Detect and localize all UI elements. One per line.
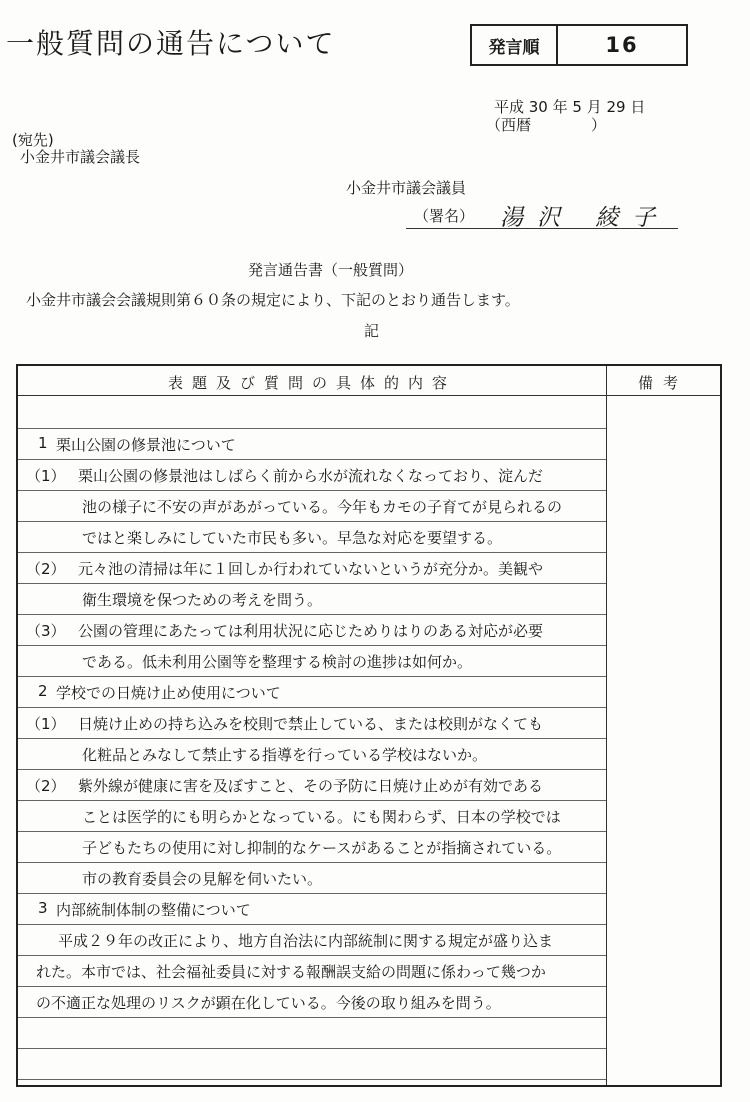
table-row [18,956,606,987]
table-row [18,677,606,708]
address-label: (宛先) [12,131,54,149]
table-row [18,770,606,801]
question-text: の不適正な処理のリスクが顕在化している。今後の取り組みを問う。 [36,994,501,1012]
header-divider [18,395,606,396]
table-row [18,832,606,863]
table-row [18,646,606,677]
item-number: （2） [26,777,66,795]
question-text: 市の教育委員会の見解を伺いたい。 [82,870,323,888]
table-row [18,522,606,553]
speaking-order-box [470,24,688,66]
notice-intro: 小金井市議会会議規則第６０条の規定により、下記のとおり通告します。 [26,291,520,309]
question-text: 元々池の清掃は年に１回しか行われていないというが充分か。美観や [78,560,544,578]
notice-title: 発言通告書（一般質問） [248,261,414,279]
signature-underline [406,228,678,229]
question-text: である。低未利用公園等を整理する検討の進捗は如何か。 [82,653,473,671]
sender-title: 小金井市議会議員 [346,179,467,197]
table-row [18,460,606,491]
column-header-content: 表題及び質問の具体的内容 [167,374,456,392]
question-text: 日焼け止めの持ち込みを校則で禁止している、または校則がなくても [78,715,544,733]
handwritten-signature: 湯沢 綾子 [500,205,670,231]
question-text: ことは医学的にも明らかとなっている。にも関わらず、日本の学校では [82,808,561,826]
item-number: （3） [26,622,66,640]
question-table [16,364,722,1087]
question-text: れた。本市では、社会福祉委員に対する報酬誤支給の問題に係わって幾つか [36,963,546,981]
table-row [18,894,606,925]
table-row [18,708,606,739]
section-title: 学校での日焼け止め使用について [56,684,281,702]
header-divider-remarks [606,395,720,396]
question-text: 栗山公園の修景池はしばらく前から水が流れなくなっており、淀んだ [78,467,544,485]
speaking-order-number: 16 [605,33,639,57]
question-text: 衛生環境を保つための考えを問う。 [82,591,323,609]
table-row [18,987,606,1018]
section-title: 栗山公園の修景池について [56,436,236,454]
question-text: 化粧品とみなして禁止する指導を行っている学校はないか。 [82,746,488,764]
section-number: 3 [38,899,48,917]
table-row [18,1018,606,1049]
section-number: 1 [38,434,48,452]
document-title: 一般質問の通告について [6,27,336,60]
question-text: 公園の管理にあたっては利用状況に応じためりはりのある対応が必要 [78,622,544,640]
table-row [18,615,606,646]
question-text: 子どもたちの使用に対し抑制的なケースがあることが指摘されている。 [82,839,562,857]
item-number: （1） [26,715,66,733]
table-row [18,863,606,894]
item-number: （2） [26,560,66,578]
table-row [18,925,606,956]
column-divider [606,366,607,1085]
item-number: （1） [26,467,66,485]
table-row [18,801,606,832]
submission-date: 平成 30 年 5 月 29 日 [494,98,646,116]
question-text: ではと楽しみにしていた市民も多い。早急な対応を要望する。 [82,529,503,547]
table-row [18,429,606,460]
speaking-order-label: 発言順 [472,26,558,64]
question-text: 池の様子に不安の声があがっている。今年もカモの子育てが見られるの [82,498,563,516]
section-number: 2 [38,682,48,700]
table-row [18,553,606,584]
table-row [18,1049,606,1080]
table-row [18,491,606,522]
column-header-remarks: 備考 [637,374,688,392]
question-text: 平成２９年の改正により、地方自治法に内部統制に関する規定が盛り込ま [58,932,554,950]
table-row [18,584,606,615]
western-year-note: （西暦 ） [486,116,607,134]
question-text: 紫外線が健康に害を及ぼすこと、その予防に日焼け止めが有効である [78,777,544,795]
ki-mark: 記 [364,322,380,340]
signature-label: （署名） [414,207,475,225]
table-row [18,398,606,429]
address-recipient: 小金井市議会議長 [20,148,141,166]
section-title: 内部統制体制の整備について [56,901,251,919]
table-row [18,739,606,770]
